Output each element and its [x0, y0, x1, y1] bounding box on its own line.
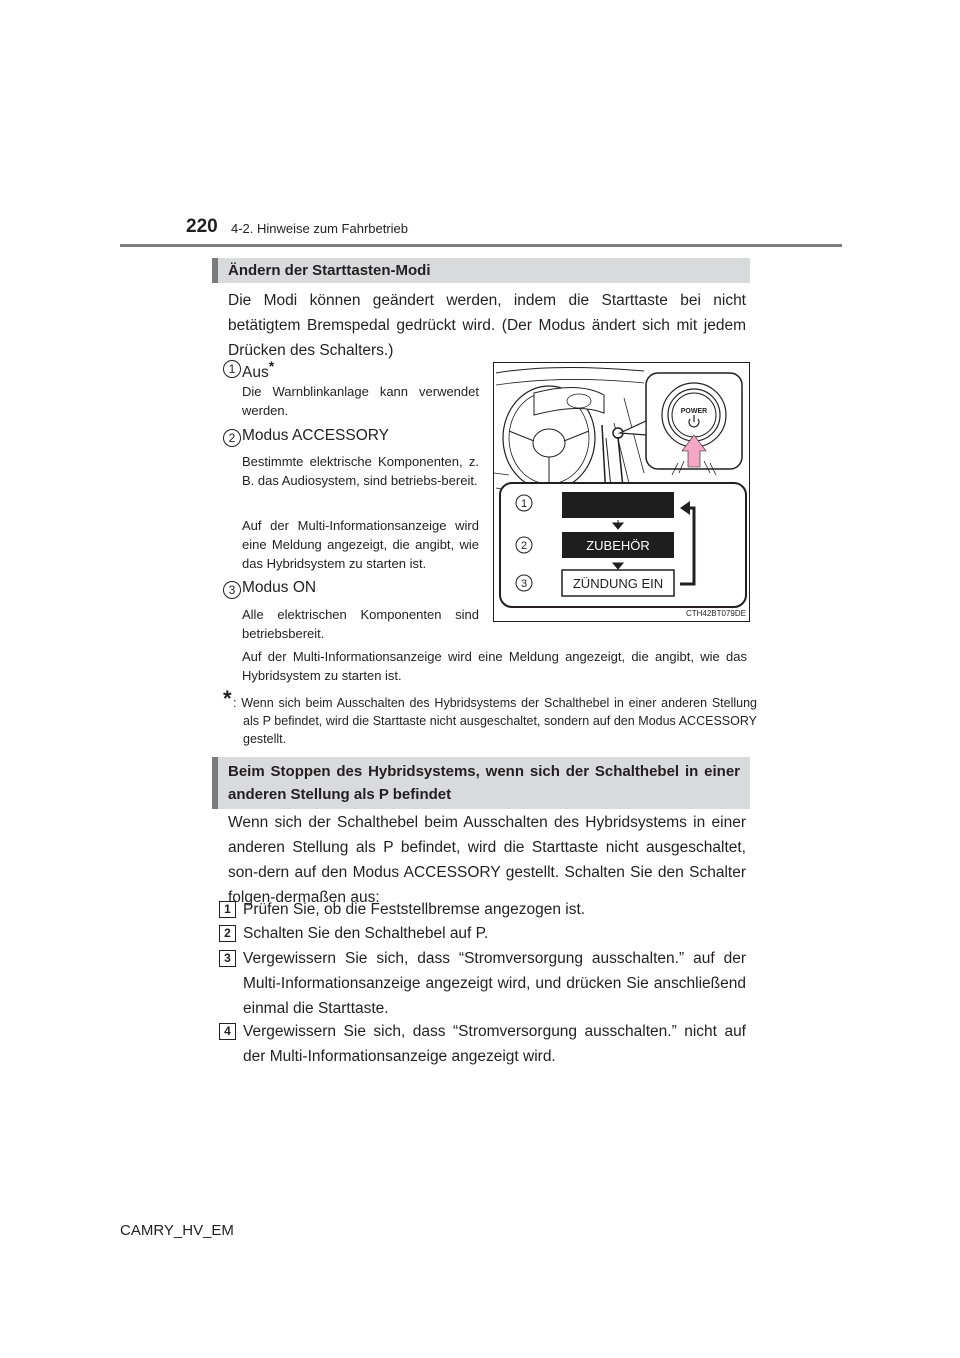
- mode-number: 1: [520, 498, 528, 510]
- heading-line: anderen Stellung als P befindet: [228, 786, 452, 803]
- mode-label: ZUBEHÖR: [586, 538, 650, 553]
- section-heading-start-modes: Ändern der Starttasten-Modi: [212, 258, 750, 283]
- heading-line: Beim Stoppen des Hybridsystems, wenn sich der Schalthebel in einer: [228, 763, 740, 780]
- item-number: 1: [223, 360, 241, 378]
- section-heading-stop-hybrid: [212, 757, 750, 809]
- item-title-text: Aus: [242, 364, 269, 382]
- step-text: Vergewissern Sie sich, dass “Stromversorgung ausschalten.” nicht auf der Multi-Informationsanzeige angezeigt wird.: [243, 1023, 746, 1065]
- item-description: Alle elektrischen Komponenten sind betriebsbereit.: [242, 607, 479, 641]
- illustration-drawing: [494, 363, 749, 621]
- step-text: Schalten Sie den Schalthebel auf P.: [243, 925, 489, 942]
- section-intro: Die Modi können geändert werden, indem die Starttaste bei nicht betätigtem Bremspedal gedrückt wird. (Der Modus ändert sich mit jedem Drücken des Schalters.): [228, 292, 746, 359]
- step-number: 3: [219, 950, 236, 967]
- page-number: 220: [186, 216, 218, 237]
- item-description: Die Warnblinkanlage kann verwendet werden.: [242, 384, 479, 418]
- step-text: Prüfen Sie, ob die Feststellbremse angezogen ist.: [243, 901, 586, 918]
- mode-display-off: [562, 492, 674, 518]
- item-description: Bestimmte elektrische Komponenten, z. B. das Audiosystem, sind betriebs-bereit.: [242, 454, 479, 488]
- power-switch-illustration: [493, 362, 750, 622]
- item-title: [242, 358, 274, 382]
- document-code: CAMRY_HV_EM: [120, 1222, 234, 1239]
- item-number: 2: [223, 429, 241, 447]
- header-divider: [120, 244, 842, 247]
- footnote-asterisk: *: [223, 686, 232, 711]
- mode-number: 3: [520, 578, 528, 590]
- header-title: 4-2. Hinweise zum Fahrbetrieb: [231, 221, 409, 236]
- item-title: Modus ON: [242, 579, 317, 596]
- footnote-text: : Wenn sich beim Ausschalten des Hybridsystems der Schalthebel in einer anderen Stellung als P befindet, wird die Starttaste nicht ausgeschaltet, sondern auf den Modus ACCESSORY gestellt.: [233, 696, 757, 746]
- step-number: 2: [219, 925, 236, 942]
- step-number: 1: [219, 901, 236, 918]
- item-number: 3: [223, 581, 241, 599]
- power-label: POWER: [680, 408, 708, 415]
- step-number: 4: [219, 1023, 236, 1040]
- item-description: Auf der Multi-Informationsanzeige wird eine Meldung angezeigt, die angibt, wie das Hybridsystem zu starten ist.: [242, 518, 479, 571]
- mode-label: ZÜNDUNG EIN: [572, 576, 664, 591]
- footnote-mark: *: [268, 358, 275, 374]
- mode-number: 2: [520, 540, 528, 552]
- illustration-code: CTH42BT079DE: [685, 609, 746, 618]
- section-intro: Wenn sich der Schalthebel beim Ausschalten des Hybridsystems in einer anderen Stellung als P befindet, wird die Starttaste nicht ausgeschaltet, son-dern auf den Modus ACCESSORY gestellt. Schalten Sie den Schalter folgen-dermaßen aus:: [228, 814, 746, 906]
- item-description: Auf der Multi-Informationsanzeige wird eine Meldung angezeigt, die angibt, wie das Hybridsystem zu starten ist.: [242, 649, 747, 683]
- step-text: Vergewissern Sie sich, dass “Stromversorgung ausschalten.” auf der Multi-Informationsanzeige angezeigt wird, und drücken Sie anschließend einmal die Starttaste.: [243, 950, 746, 1017]
- item-title: Modus ACCESSORY: [242, 427, 390, 444]
